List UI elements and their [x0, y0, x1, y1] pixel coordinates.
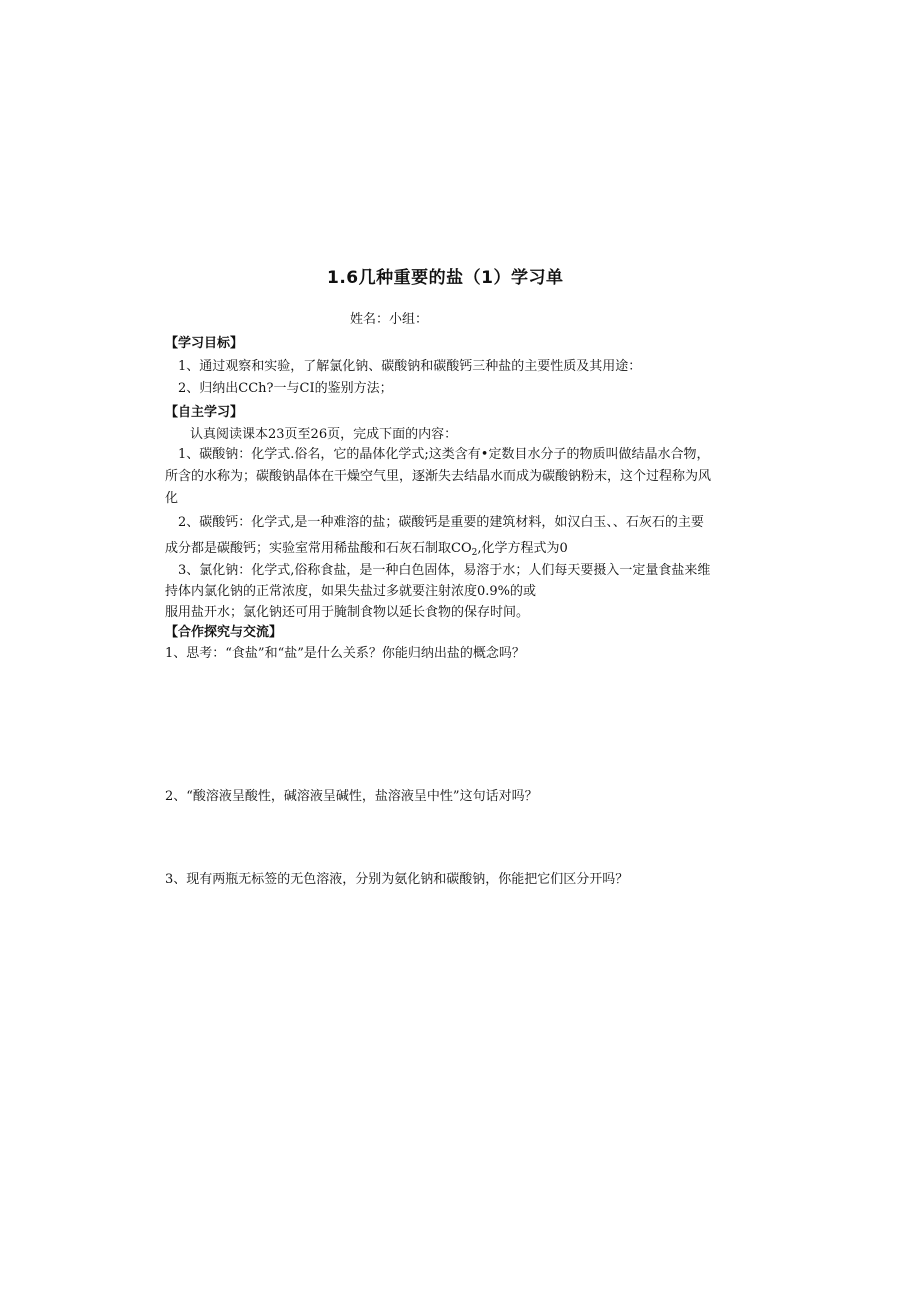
co2-subscript: 2	[471, 548, 478, 558]
calcium-carbonate-line-2	[165, 541, 568, 558]
calcium-carbonate-line-2-end: ,化学方程式为0	[477, 541, 568, 556]
question-3: 3、现有两瓶无标签的无色溶液，分别为氨化钠和碳酸钠，你能把它们区分开吗？	[165, 872, 629, 887]
sodium-carbonate-line-1: 1、碳酸钠：化学式.俗名，它的晶体化学式;这类含有•定数目水分子的物质叫做结晶水合物，	[178, 447, 710, 462]
goal-item-2: 2、归纳出CCh?一与CI的鉴别方法；	[178, 381, 393, 396]
sodium-carbonate-line-2: 所含的水称为；碳酸钠晶体在干燥空气里，逐渐失去结晶水而成为碳酸钠粉末，这个过程称为风	[165, 469, 712, 484]
cooperation-heading: 【合作探究与交流】	[165, 625, 283, 640]
goal-item-1: 1、通过观察和实验，了解氯化钠、碳酸钠和碳酸钙三种盐的主要性质及其用途：	[178, 359, 642, 374]
page-title: 1.6几种重要的盐（1）学习单	[327, 268, 564, 288]
student-info: 姓名：小组：	[350, 312, 429, 327]
calcium-carbonate-line-2-start: 成分都是碳酸钙；实验室常用稀盐酸和石灰石制取CO	[165, 541, 472, 556]
sodium-chloride-line-1: 3、氯化钠：化学式,俗称食盐，是一种白色固体，易溶于水；人们每天要摄入一定量食盐来维	[178, 563, 711, 578]
self-study-heading: 【自主学习】	[165, 405, 244, 420]
sodium-chloride-line-2: 持体内氯化钠的正常浓度，如果失盐过多就要注射浓度0.9%的或	[165, 584, 537, 599]
question-2: 2、“酸溶液呈酸性，碱溶液呈碱性，盐溶液呈中性”这句话对吗？	[165, 789, 538, 804]
calcium-carbonate-line-1: 2、碳酸钙：化学式,是一种难溶的盐；碳酸钙是重要的建筑材料，如汉白玉、、石灰石的主要	[178, 515, 704, 530]
question-1: 1、思考：“食盐”和“盐”是什么关系？你能归纳出盐的概念吗？	[165, 646, 525, 661]
sodium-chloride-line-3: 服用盐开水；氯化钠还可用于腌制食物以延长食物的保存时间。	[165, 605, 530, 620]
goals-heading: 【学习目标】	[165, 336, 244, 351]
self-study-intro: 认真阅读课本23页至26页，完成下面的内容：	[190, 427, 458, 442]
sodium-carbonate-line-3: 化	[165, 491, 179, 506]
